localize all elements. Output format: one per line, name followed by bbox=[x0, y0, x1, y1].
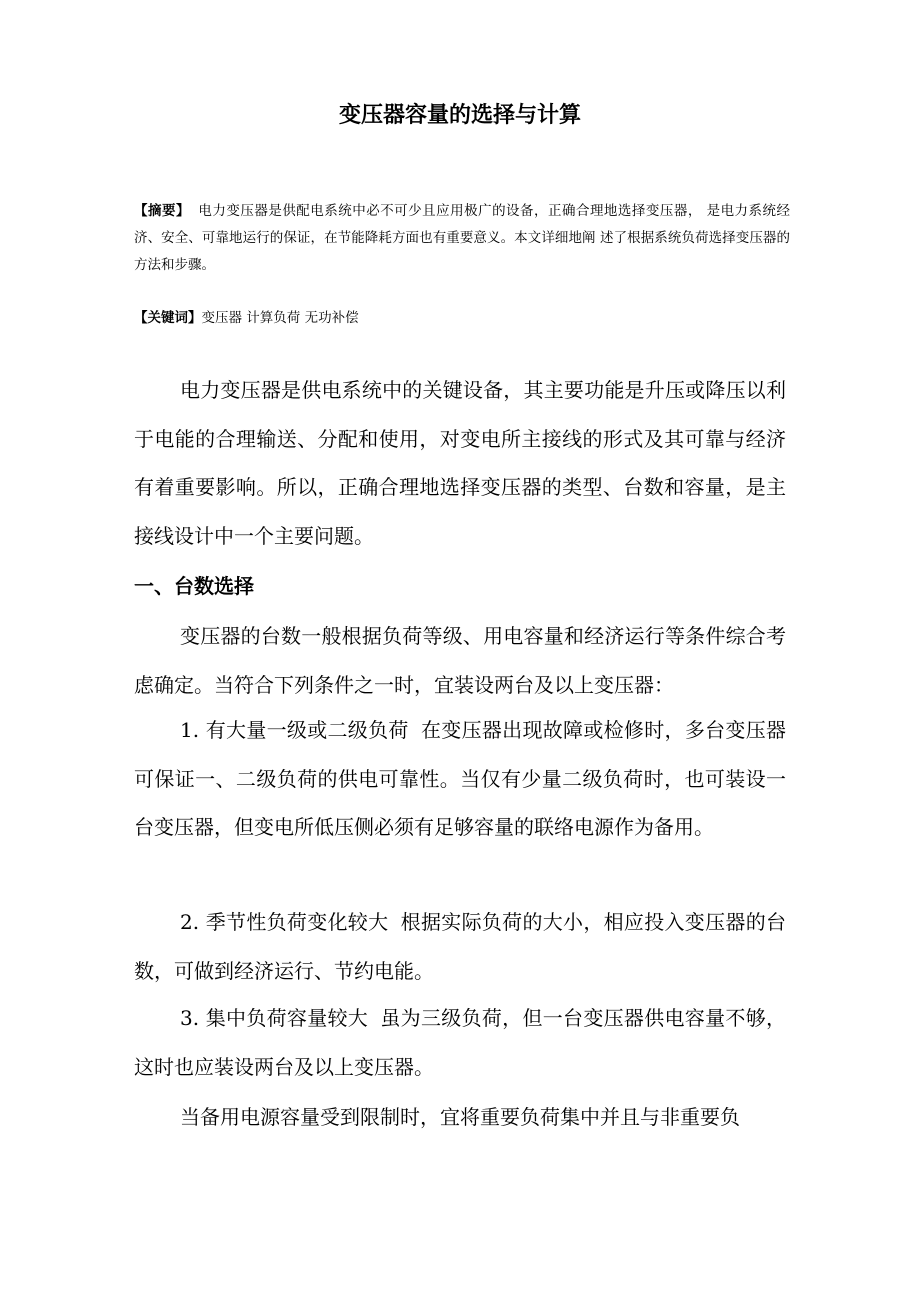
page-title: 变压器容量的选择与计算 bbox=[338, 103, 581, 128]
abstract-text: 电力变压器是供配电系统中必不可少且应用极广的设备，正确合理地选择变压器， 是电力系统经济、安全、可靠地运行的保证，在节能降耗方面也有重要意义。本文详细地阐 述了根据系统负荷选择变压器的方法和步骤。 bbox=[134, 203, 790, 273]
keywords-text: 变压器 计算负荷 无功补偿 bbox=[201, 310, 359, 326]
keywords-label: 【关键词】 bbox=[134, 310, 202, 326]
section-paragraph: 变压器的台数一般根据负荷等级、用电容量和经济运行等条件综合考虑确定。当符合下列条件之一时，宜装设两台及以上变压器： bbox=[134, 624, 786, 697]
list-item-lead: 1. 有大量一级或二级负荷 bbox=[180, 718, 409, 742]
list-item bbox=[134, 898, 786, 995]
list-item-lead: 2. 季节性负荷变化较大 bbox=[180, 910, 389, 934]
closing-paragraph: 当备用电源容量受到限制时，宜将重要负荷集中并且与非重要负 bbox=[180, 1105, 740, 1129]
list-item-text: 虽为三级负荷，但一台变压器供电容量不够，这时也应装设两台及以上变压器。 bbox=[134, 1006, 786, 1079]
abstract-block bbox=[134, 198, 790, 279]
abstract-label: 【摘要】 bbox=[134, 203, 190, 219]
keywords-block bbox=[134, 305, 790, 332]
intro-paragraph: 电力变压器是供电系统中的关键设备，其主要功能是升压或降压以利于电能的合理输送、分配和使用，对变电所主接线的形式及其可靠与经济有着重要影响。所以，正确合理地选择变压器的类型、台数和容量，是主接线设计中一个主要问题。 bbox=[134, 378, 786, 548]
list-item bbox=[134, 706, 786, 852]
list-item-text: 根据实际负荷的大小，相应投入变压器的台数，可做到经济运行、节约电能。 bbox=[134, 910, 786, 983]
list-item-lead: 3. 集中负荷容量较大 bbox=[180, 1006, 369, 1030]
list-item bbox=[134, 994, 786, 1091]
list-item-text: 在变压器出现故障或检修时，多台变压器可保证一、二级负荷的供电可靠性。当仅有少量二级负荷时，也可装设一台变压器，但变电所低压侧必须有足够容量的联络电源作为备用。 bbox=[134, 718, 786, 839]
section-heading: 一、台数选择 bbox=[134, 574, 254, 598]
